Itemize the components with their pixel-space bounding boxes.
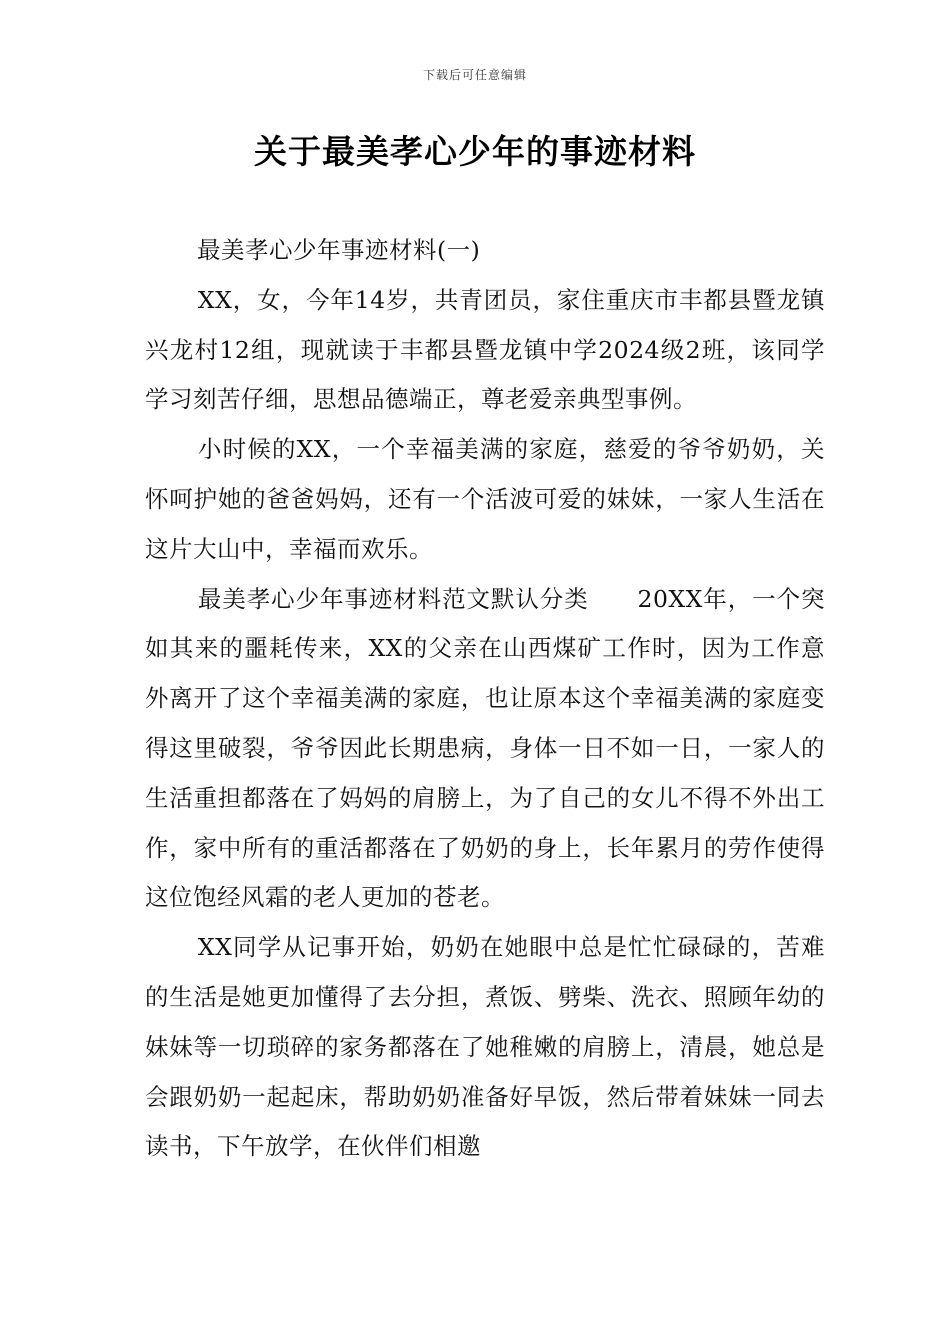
paragraph-4: XX同学从记事开始，奶奶在她眼中总是忙忙碌碌的，苦难的生活是她更加懂得了去分担，煮饭、劈柴、洗衣、照顾年幼的妹妹等一切琐碎的家务都落在了她稚嫩的肩膀上，清晨，她总是会跟奶奶一起起床，帮助奶奶准备好早饭，然后带着妹妹一同去读书，下午放学，在伙伴们相邀 <box>145 933 825 1161</box>
document-body <box>145 226 825 1172</box>
paragraph-3: 最美孝心少年事迹材料范文默认分类 20XX年，一个突如其来的噩耗传来，XX的父亲在山西煤矿工作时，因为工作意外离开了这个幸福美满的家庭，也让原本这个幸福美满的家庭变得这里破裂，爷爷因此长期患病，身体一日不如一日，一家人的生活重担都落在了妈妈的肩膀上，为了自己的女儿不得不外出工作，家中所有的重活都落在了奶奶的身上，长年累月的劳作使得这位饱经风霜的老人更加的苍老。 <box>145 584 825 912</box>
document-title: 关于最美孝心少年的事迹材料 <box>254 132 696 171</box>
paragraph-1: XX，女，今年14岁，共青团员，家住重庆市丰都县暨龙镇兴龙村12组，现就读于丰都县暨龙镇中学2024级2班，该同学学习刻苦仔细，思想品德端正，尊老爱亲典型事例。 <box>145 285 825 414</box>
section-subtitle: 最美孝心少年事迹材料(一) <box>197 236 481 264</box>
paragraph-2: 小时候的XX，一个幸福美满的家庭，慈爱的爷爷奶奶，关怀呵护她的爸爸妈妈，还有一个活波可爱的妹妹，一家人生活在这片大山中，幸福而欢乐。 <box>145 435 825 563</box>
header-note: 下载后可任意编辑 <box>422 68 527 82</box>
